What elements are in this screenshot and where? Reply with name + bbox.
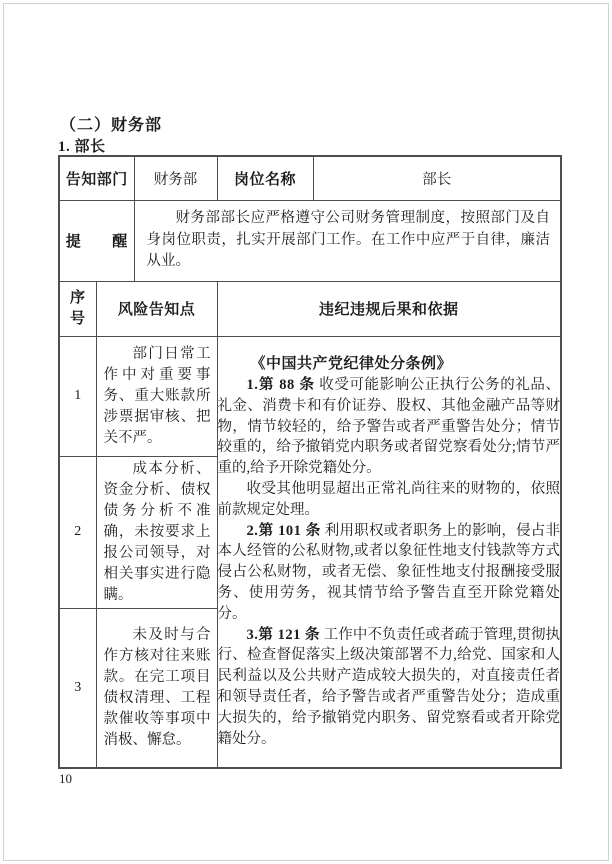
consequence-paragraphs — [218, 375, 561, 749]
page-number: 10 — [59, 771, 72, 786]
col-header-risk: 风险告知点 — [96, 281, 217, 336]
row-number: 2 — [59, 456, 96, 608]
row-number: 1 — [59, 336, 96, 456]
table-row — [59, 200, 561, 281]
table-row — [59, 336, 561, 456]
risk-point-text: 部门日常工作中对重要事务、重大账款所涉票据审核、把关不严。 — [103, 345, 211, 446]
table-header-row — [59, 281, 561, 336]
reminder-text-cell — [134, 200, 561, 281]
risk-point-cell — [96, 336, 217, 456]
risk-point-cell — [96, 456, 217, 608]
risk-point-text: 成本分析、资金分析、债权债务分析不准确，未按要求上报公司领导，对相关事实进行隐瞒。 — [103, 460, 211, 603]
consequence-paragraph: 3.第 121 条 工作中不负责任或者疏于管理,贯彻执行、检查督促落实上级决策部署不力,给党、国家和人民利益以及公共财产造成较大损失的，对直接责任者和领导责任者，给予警告或者严重警告处分；造成重大损失的，给予撤销党内职务、留党察看或者开除党籍处分。 — [217, 626, 561, 747]
col-header-consequence: 违纪违规后果和依据 — [217, 281, 561, 336]
risk-point-text: 未及时与合作方核对往来账款。在完工项目债权清理、工程款催收等事项中消极、懈怠。 — [103, 626, 211, 748]
regulation-title: 《中国共产党纪律处分条例》 — [250, 356, 453, 373]
consequence-paragraph: 2.第 101 条 利用职权或者职务上的影响，侵占非本人经管的公私财物,或者以象征性地支付钱款等方式侵占公私财物，或者无偿、象征性地支付报酬接受服务、使用劳务，视其情节给予警告直至开除党籍处分。 — [217, 522, 561, 622]
dept-label-cell: 告知部门 — [59, 156, 134, 200]
section-heading: （二）财务部 — [60, 117, 163, 134]
risk-notification-table — [58, 155, 562, 769]
position-label-cell: 岗位名称 — [217, 156, 313, 200]
consequence-cell — [217, 336, 561, 768]
reminder-label-cell: 提 醒 — [59, 200, 134, 281]
sub-heading: 1. 部长 — [58, 139, 106, 155]
consequence-paragraph: 收受其他明显超出正常礼尚往来的财物的，依照前款规定处理。 — [217, 480, 561, 518]
consequence-paragraph: 1.第 88 条 收受可能影响公正执行公务的礼品、礼金、消费卡和有价证券、股权、其他金融产品等财物，情节较轻的，给予警告或者严重警告处分；情节较重的，给予撤销党内职务或者留党察看处分;情节严重的,给予开除党籍处分。 — [217, 376, 561, 477]
reminder-text: 财务部部长应严格遵守公司财务管理制度，按照部门及自身岗位职责，扎实开展部门工作。在工作中应严于自律，廉洁从业。 — [146, 210, 551, 270]
row-number: 3 — [59, 608, 96, 768]
dept-value-cell: 财务部 — [134, 156, 217, 200]
position-value-cell: 部长 — [313, 156, 561, 200]
col-header-no: 序号 — [59, 281, 96, 336]
table-row — [59, 156, 561, 200]
risk-point-cell — [96, 608, 217, 768]
